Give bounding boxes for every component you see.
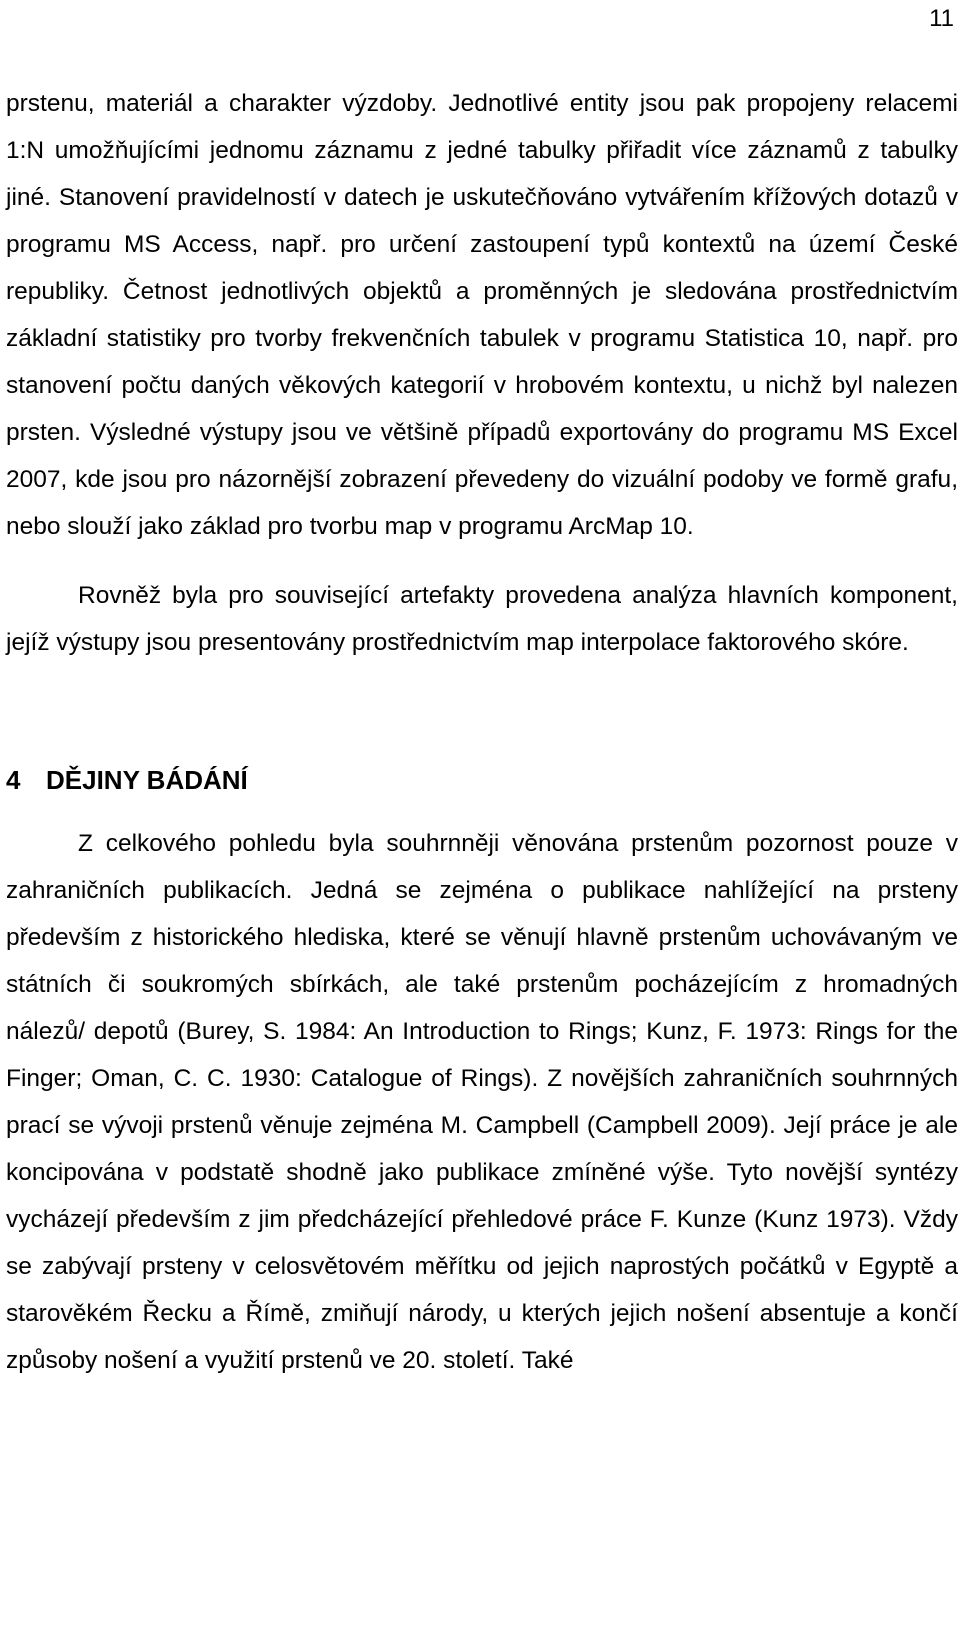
paragraph-research-history: Z celkového pohledu byla souhrnněji věnována prstenům pozornost pouze v zahraničních publikacích. Jedná se zejména o publikace nahlížející na prsteny především z historického hlediska, které se věnují hlavně prstenům uchovávaným ve státních či soukromých sbírkách, ale také prstenům pocházejícím z hromadných nálezů/ depotů (Burey, S. 1984: An Introduction to Rings; Kunz, F. 1973: Rings for the Finger; Oman, C. C. 1930: Catalogue of Rings). Z novějších zahraničních souhrnných prací se vývoji prstenů věnuje zejména M. Campbell (Campbell 2009). Její práce je ale koncipována v podstatě shodně jako publikace zmíněné výše. Tyto novější syntézy vycházejí především z jim předcházející přehledové práce F. Kunze (Kunz 1973). Vždy se zabývají prsteny v celosvětovém měřítku od jejich naprostých počátků v Egyptě a starověkém Řecku a Římě, zmiňují národy, u kterých jejich nošení absentuje a končí způsoby nošení a využití prstenů ve 20. století. Také: [6, 830, 958, 1374]
section-heading: [6, 758, 958, 802]
page-content: [6, 80, 958, 1384]
page-number: 11: [929, 5, 954, 32]
section-number: 4: [6, 765, 21, 795]
paragraph-pca: Rovněž byla pro související artefakty provedena analýza hlavních komponent, jejíž výstupy jsou presentovány prostřednictvím map interpolace faktorového skóre.: [6, 582, 958, 656]
section-title: DĚJINY BÁDÁNÍ: [46, 765, 248, 795]
paragraph-methods: prstenu, materiál a charakter výzdoby. Jednotlivé entity jsou pak propojeny relacemi 1:N umožňujícími jednomu záznamu z jedné tabulky přiřadit více záznamů z tabulky jiné. Stanovení pravidelností v datech je uskutečňováno vytvářením křížových dotazů v programu MS Access, např. pro určení zastoupení typů kontextů na území České republiky. Četnost jednotlivých objektů a proměnných je sledována prostřednictvím základní statistiky pro tvorby frekvenčních tabulek v programu Statistica 10, např. pro stanovení počtu daných věkových kategorií v hrobovém kontextu, u nichž byl nalezen prsten. Výsledné výstupy jsou ve většině případů exportovány do programu MS Excel 2007, kde jsou pro názornější zobrazení převedeny do vizuální podoby ve formě grafu, nebo slouží jako základ pro tvorbu map v programu ArcMap 10.: [6, 90, 958, 540]
